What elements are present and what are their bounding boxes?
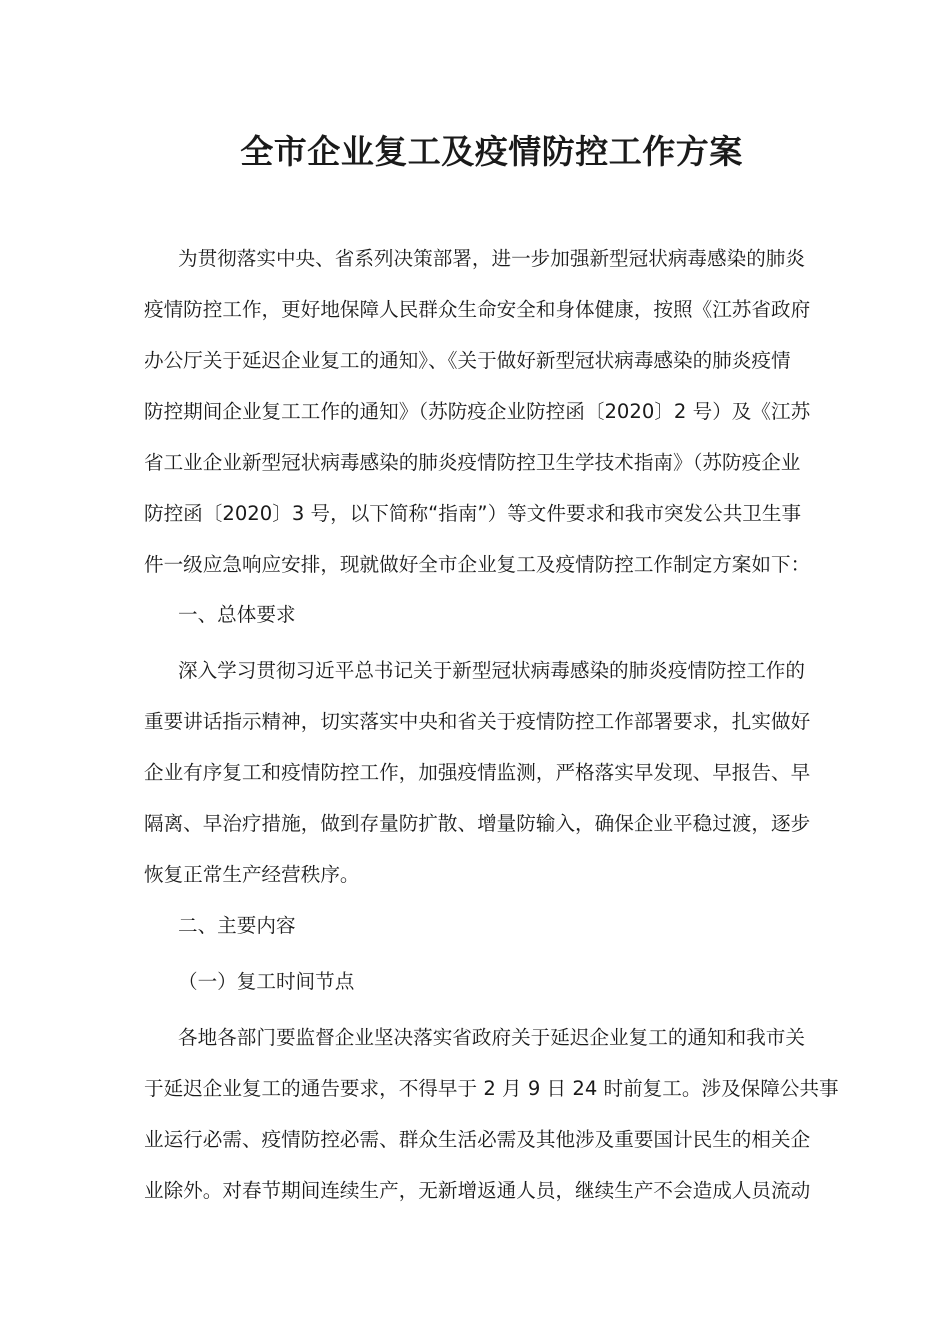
paragraph-line: 隔离、早治疗措施，做到存量防扩散、增量防输入，确保企业平稳过渡，逐步 (144, 812, 811, 835)
paragraph-line: 业运行必需、疫情防控必需、群众生活必需及其他涉及重要国计民生的相关企 (144, 1128, 811, 1151)
paragraph-line: 防控期间企业复工工作的通知》（苏防疫企业防控函〔2020〕2 号）及《江苏 (144, 400, 811, 423)
paragraph-line: 疫情防控工作，更好地保障人民群众生命安全和身体健康，按照《江苏省政府 (144, 298, 811, 321)
paragraph-line: 于延迟企业复工的通告要求，不得早于 2 月 9 日 24 时前复工。涉及保障公共事 (144, 1077, 839, 1100)
paragraph-line: 重要讲话指示精神，切实落实中央和省关于疫情防控工作部署要求，扎实做好 (144, 710, 811, 733)
document-title: 全市企业复工及疫情防控工作方案 (240, 132, 743, 171)
paragraph-line: 省工业企业新型冠状病毒感染的肺炎疫情防控卫生学技术指南》（苏防疫企业 (144, 451, 801, 474)
section-heading: 一、总体要求 (178, 603, 296, 626)
paragraph-line: 企业有序复工和疫情防控工作，加强疫情监测，严格落实早发现、早报告、早 (144, 761, 811, 784)
paragraph-line: 恢复正常生产经营秩序。 (144, 863, 360, 886)
paragraph-line: 为贯彻落实中央、省系列决策部署，进一步加强新型冠状病毒感染的肺炎 (178, 247, 805, 270)
subsection-heading: （一）复工时间节点 (178, 970, 355, 993)
paragraph-line: 各地各部门要监督企业坚决落实省政府关于延迟企业复工的通知和我市关 (178, 1026, 805, 1049)
paragraph-line: 件一级应急响应安排，现就做好全市企业复工及疫情防控工作制定方案如下： (144, 553, 811, 576)
paragraph-line: 办公厅关于延迟企业复工的通知》、《关于做好新型冠状病毒感染的肺炎疫情 (144, 349, 791, 372)
section-heading: 二、主要内容 (178, 914, 296, 937)
paragraph-line: 业除外。对春节期间连续生产，无新增返通人员，继续生产不会造成人员流动 (144, 1179, 811, 1202)
paragraph-line: 防控函〔2020〕3 号，以下简称“指南”）等文件要求和我市突发公共卫生事 (144, 502, 802, 525)
paragraph-line: 深入学习贯彻习近平总书记关于新型冠状病毒感染的肺炎疫情防控工作的 (178, 659, 805, 682)
